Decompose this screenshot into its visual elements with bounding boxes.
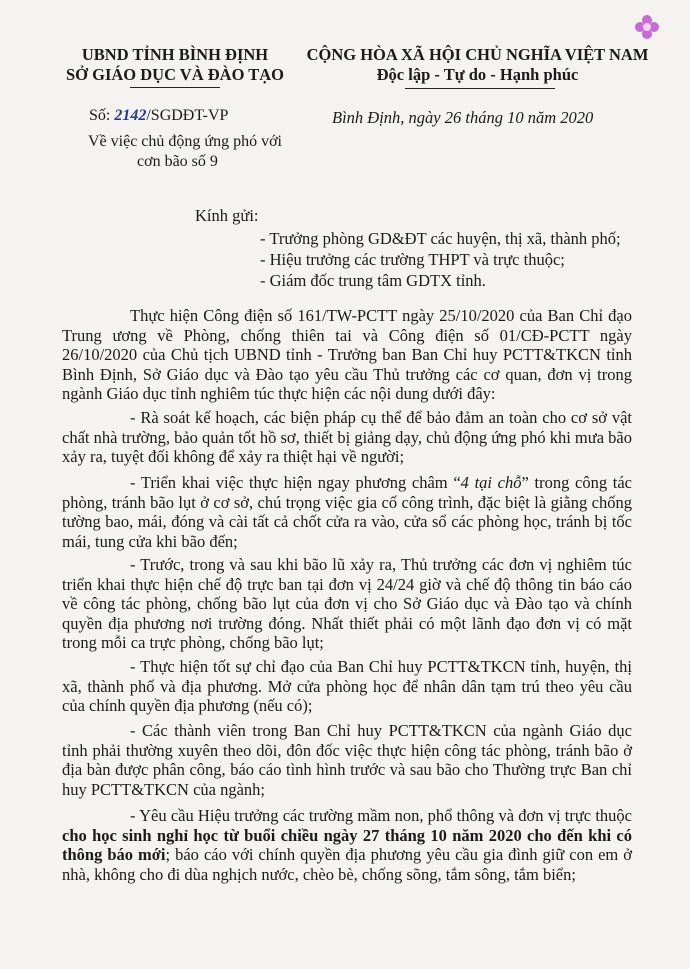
right-header-rule	[405, 88, 555, 89]
recipient-item: - Trưởng phòng GD&ĐT các huyện, thị xã, thành phố;	[260, 229, 621, 248]
number-prefix: Số:	[89, 107, 115, 124]
motto-4-tai-cho: 4 tại chỗ	[460, 473, 522, 492]
recipients-label: Kính gửi:	[195, 206, 259, 225]
recipient-item: - Giám đốc trung tâm GDTX tỉnh.	[260, 271, 486, 290]
document-number	[89, 107, 228, 125]
paragraph-intro: Thực hiện Công điện số 161/TW-PCTT ngày 25/10/2020 của Ban Chỉ đạo Trung ương về Phòng, chống thiên tai và Công điện số 01/CĐ-PCTT ngày 26/10/2020 của Chủ tịch UBND tỉnh - Trưởng ban Ban Chỉ huy PCTT&TKCN tỉnh Bình Định, Sở Giáo dục và Đào tạo yêu cầu Thủ trưởng các cơ quan, đơn vị trong ngành Giáo dục tỉnh nghiêm túc thực hiện các nội dung dưới đây:	[62, 306, 632, 404]
flower-icon	[634, 14, 660, 40]
number-suffix: /SGDĐT-VP	[146, 107, 229, 124]
place-date: Bình Định, ngày 26 tháng 10 năm 2020	[332, 108, 594, 127]
paragraph-item-3: - Trước, trong và sau khi bão lũ xảy ra, Thủ trưởng các đơn vị nghiêm túc triển khai thực hiện chế độ trực ban tại đơn vị 24/24 giờ và chế độ thông tin báo cáo về công tác phòng, chống bão lụt của đơn vị cho Sở Giáo dục và Đào tạo và chính quyền địa phương nơi trường đóng. Nhất thiết phải có một lãnh đạo đơn vị có mặt trong mỗi ca trực phòng, chống bão lụt;	[62, 555, 632, 653]
handwritten-number: 2142	[114, 107, 147, 124]
school-closure-notice: cho học sinh nghỉ học từ buổi chiều ngày 27 tháng 10 năm 2020 cho đến khi có thông báo mới	[62, 825, 632, 865]
paragraph-item-4: - Thực hiện tốt sự chỉ đạo của Ban Chỉ huy PCTT&TKCN tỉnh, huyện, thị xã, thành phố và địa phương. Mở cửa phòng học để nhân dân tạm trú theo yêu cầu của chính quyền địa phương (nếu có);	[62, 657, 632, 716]
subject-line-1: Về việc chủ động ứng phó với	[88, 133, 282, 150]
subject-line-2: cơn bão số 9	[137, 153, 218, 170]
agency-parent: UBND TỈNH BÌNH ĐỊNH	[81, 45, 269, 64]
paragraph-item-1: - Rà soát kế hoạch, các biện pháp cụ thể để bảo đảm an toàn cho cơ sở vật chất nhà trường, bảo quản tốt hồ sơ, thiết bị giảng dạy, chủ động ứng phó khi mưa bão xảy ra, tuyệt đối không để xảy ra thiệt hại về người;	[62, 408, 632, 467]
paragraph-item-2: - Triển khai việc thực hiện ngay phương châm “4 tại chỗ” trong công tác phòng, tránh bão lụt ở cơ sở, chú trọng việc gia cố công trình, đặc biệt là giằng chống tường bao, mái, đóng và cài tất cả chốt cửa ra vào, cửa sổ các phòng học, tránh bị tốc mái, tung cửa khi bão đến;	[62, 473, 632, 551]
paragraph-item-6: - Yêu cầu Hiệu trưởng các trường mầm non, phổ thông và đơn vị trực thuộc cho học sinh nghỉ học từ buổi chiều ngày 27 tháng 10 năm 2020 cho đến khi có thông báo mới; báo cáo với chính quyền địa phương yêu cầu gia đình giữ con em ở nhà, không cho đi dùa nghịch nước, chèo bè, chống sõng, tắm sông, tắm biển;	[62, 806, 632, 884]
national-title: CỘNG HÒA XÃ HỘI CHỦ NGHĨA VIỆT NAM	[306, 45, 649, 64]
recipient-item: - Hiệu trưởng các trường THPT và trực thuộc;	[260, 250, 565, 269]
agency-name: SỞ GIÁO DỤC VÀ ĐÀO TẠO	[65, 65, 285, 84]
left-header-rule	[130, 87, 220, 88]
national-motto: Độc lập - Tự do - Hạnh phúc	[376, 65, 579, 84]
paragraph-item-5: - Các thành viên trong Ban Chỉ huy PCTT&TKCN của ngành Giáo dục tỉnh phải thường xuyên theo dõi, đôn đốc việc thực hiện công tác phòng, tránh bão ở địa bàn được phân công, báo cáo tình hình trước và sau bão cho Thường trực Ban chỉ huy PCTT&TKCN của ngành;	[62, 721, 632, 799]
